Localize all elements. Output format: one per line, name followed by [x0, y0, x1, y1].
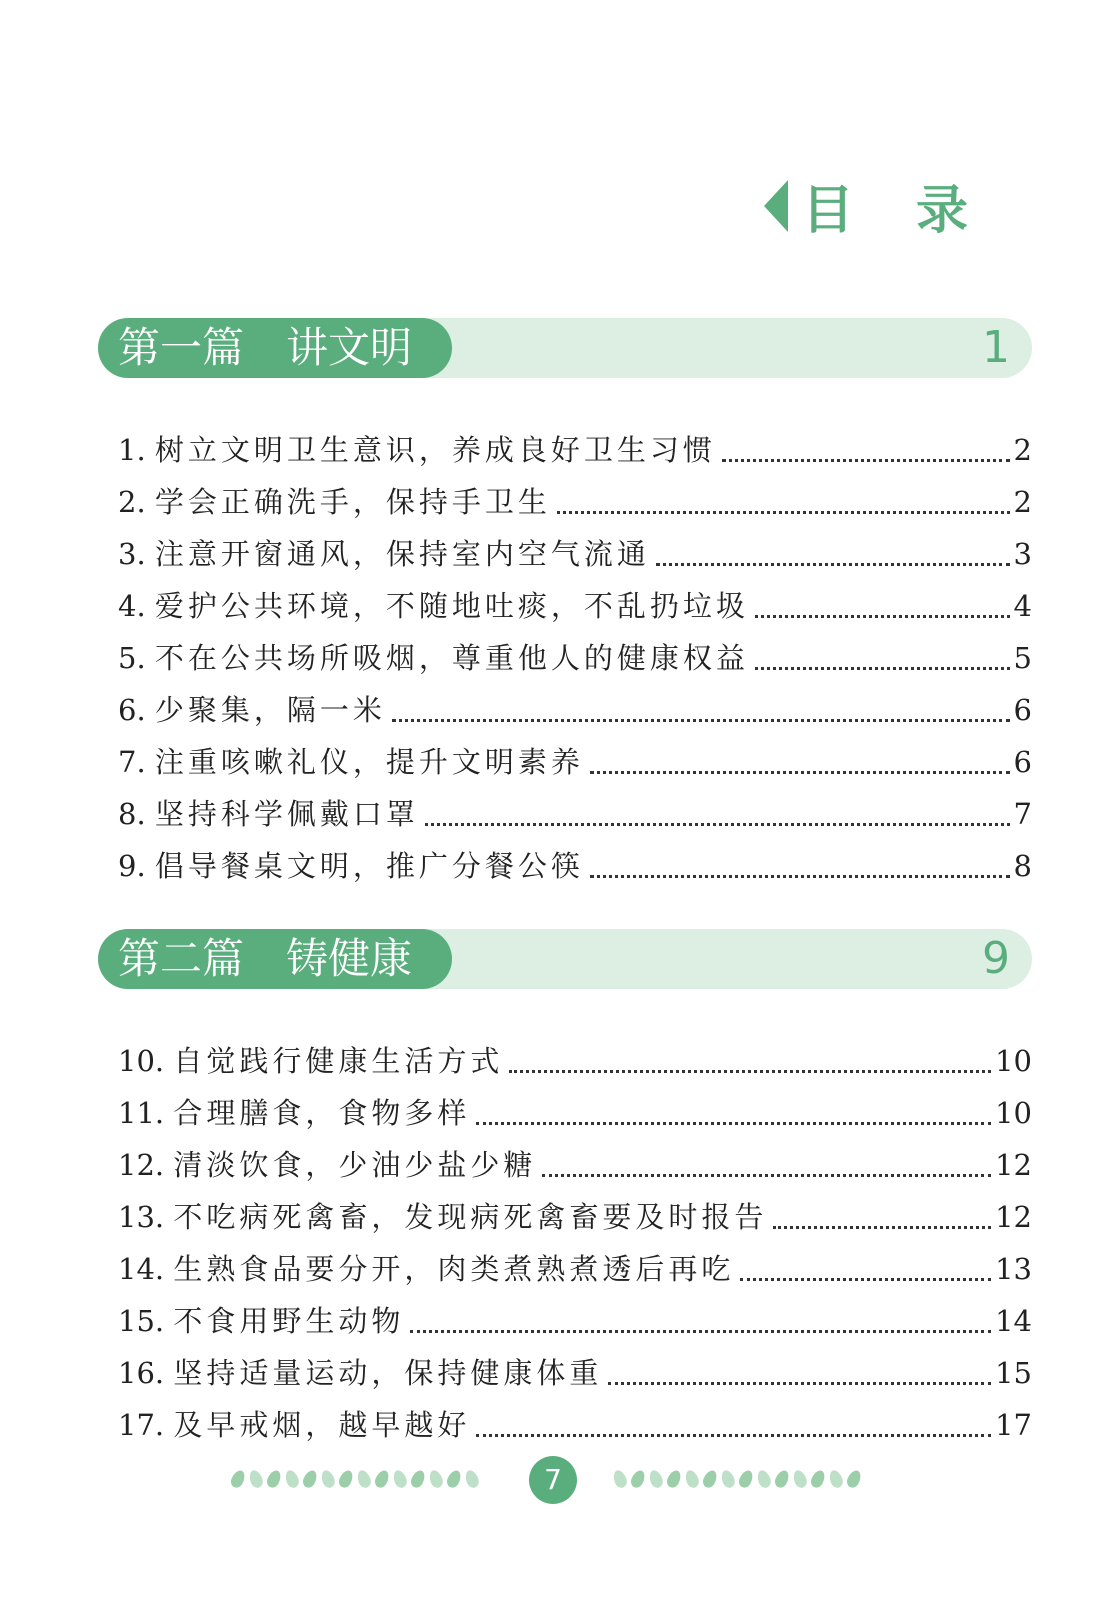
- toc-list: [98, 424, 1032, 892]
- toc-entry[interactable]: [118, 736, 1032, 788]
- entry-title: 及早戒烟，越早越好: [173, 1408, 471, 1442]
- entry-page: 12: [995, 1148, 1032, 1182]
- entry-page: 6: [1013, 745, 1032, 779]
- entry-page: 15: [995, 1356, 1032, 1390]
- entry-page: 12: [995, 1200, 1032, 1234]
- entry-title: 爱护公共环境，不随地吐痰，不乱扔垃圾: [154, 589, 749, 623]
- toc-entry[interactable]: [118, 1399, 1032, 1451]
- section-header-bar: [98, 929, 1032, 989]
- entry-number: 2.: [118, 485, 155, 519]
- entry-page: 10: [995, 1044, 1032, 1078]
- toc-entry[interactable]: [118, 632, 1032, 684]
- entry-title: 生熟食品要分开，肉类煮熟煮透后再吃: [173, 1252, 735, 1286]
- dot-leader: [608, 1382, 991, 1385]
- page-number-badge: 7: [529, 1456, 577, 1504]
- toc-entry[interactable]: [118, 1087, 1032, 1139]
- section-2: [98, 929, 1032, 1451]
- toc-entry[interactable]: [118, 1139, 1032, 1191]
- dot-leader: [722, 459, 1010, 462]
- toc-entry[interactable]: [118, 1295, 1032, 1347]
- entry-page: 5: [1013, 641, 1032, 675]
- entry-title: 树立文明卫生意识，养成良好卫生习惯: [154, 433, 716, 467]
- entry-page: 6: [1013, 693, 1032, 727]
- triangle-marker-icon: [764, 180, 788, 232]
- entry-number: 6.: [118, 693, 155, 727]
- dot-leader: [476, 1434, 991, 1437]
- dot-leader: [656, 563, 1010, 566]
- entry-title: 不食用野生动物: [173, 1304, 405, 1338]
- entry-number: 3.: [118, 537, 155, 571]
- toc-entry[interactable]: [118, 424, 1032, 476]
- entry-number: 9.: [118, 849, 155, 883]
- entry-title: 坚持科学佩戴口罩: [154, 797, 419, 831]
- entry-title: 倡导餐桌文明，推广分餐公筷: [154, 849, 584, 883]
- entry-page: 3: [1013, 537, 1032, 571]
- entry-number: 17.: [118, 1408, 174, 1442]
- toc-entry[interactable]: [118, 1347, 1032, 1399]
- toc-entry[interactable]: [118, 840, 1032, 892]
- dot-leader: [392, 719, 1010, 722]
- entry-title: 自觉践行健康生活方式: [173, 1044, 504, 1078]
- section-page-number: 1: [982, 322, 1010, 373]
- entry-page: 4: [1013, 589, 1032, 623]
- toc-entry[interactable]: [118, 1243, 1032, 1295]
- section-1: [98, 318, 1032, 892]
- toc-entry[interactable]: [118, 1191, 1032, 1243]
- entry-title: 清淡饮食，少油少盐少糖: [173, 1148, 537, 1182]
- toc-entry[interactable]: [118, 788, 1032, 840]
- section-title: 第一篇 讲文明: [98, 318, 452, 378]
- entry-number: 13.: [118, 1200, 174, 1234]
- section-page-number: 9: [982, 933, 1010, 984]
- entry-number: 14.: [118, 1252, 174, 1286]
- dot-leader: [410, 1330, 991, 1333]
- section-title: 第二篇 铸健康: [98, 929, 452, 989]
- entry-title: 合理膳食，食物多样: [173, 1096, 471, 1130]
- toc-entry[interactable]: [118, 684, 1032, 736]
- entry-page: 2: [1013, 485, 1032, 519]
- entry-number: 15.: [118, 1304, 174, 1338]
- entry-title: 坚持适量运动，保持健康体重: [173, 1356, 603, 1390]
- dot-leader: [773, 1226, 991, 1229]
- entry-title: 学会正确洗手，保持手卫生: [154, 485, 551, 519]
- dot-leader: [542, 1174, 991, 1177]
- entry-title: 注意开窗通风，保持室内空气流通: [154, 537, 650, 571]
- entry-page: 13: [995, 1252, 1032, 1286]
- entry-number: 10.: [118, 1044, 174, 1078]
- entry-page: 8: [1013, 849, 1032, 883]
- entry-number: 8.: [118, 797, 155, 831]
- entry-number: 1.: [118, 433, 155, 467]
- entry-number: 16.: [118, 1356, 174, 1390]
- dot-leader: [509, 1070, 991, 1073]
- entry-number: 12.: [118, 1148, 174, 1182]
- entry-page: 10: [995, 1096, 1032, 1130]
- entry-title: 注重咳嗽礼仪，提升文明素养: [154, 745, 584, 779]
- entry-number: 4.: [118, 589, 155, 623]
- entry-number: 7.: [118, 745, 155, 779]
- entry-page: 14: [995, 1304, 1032, 1338]
- dot-leader: [476, 1122, 991, 1125]
- entry-page: 17: [995, 1408, 1032, 1442]
- entry-page: 7: [1013, 797, 1032, 831]
- toc-entry[interactable]: [118, 580, 1032, 632]
- dot-leader: [755, 615, 1010, 618]
- leaf-decoration-right-icon: [614, 1470, 860, 1490]
- page-footer: [0, 1456, 1102, 1504]
- toc-entry[interactable]: [118, 528, 1032, 580]
- entry-title: 不吃病死禽畜，发现病死禽畜要及时报告: [173, 1200, 768, 1234]
- dot-leader: [740, 1278, 991, 1281]
- toc-entry[interactable]: [118, 1035, 1032, 1087]
- entry-page: 2: [1013, 433, 1032, 467]
- entry-title: 少聚集，隔一米: [154, 693, 386, 727]
- toc-entry[interactable]: [118, 476, 1032, 528]
- entry-number: 11.: [118, 1096, 174, 1130]
- section-header-bar: [98, 318, 1032, 378]
- entry-title: 不在公共场所吸烟，尊重他人的健康权益: [154, 641, 749, 675]
- page-title: 目 录: [801, 181, 990, 241]
- toc-heading: [764, 168, 990, 243]
- leaf-decoration-left-icon: [232, 1470, 478, 1490]
- dot-leader: [425, 823, 1010, 826]
- dot-leader: [590, 771, 1010, 774]
- entry-number: 5.: [118, 641, 155, 675]
- dot-leader: [755, 667, 1010, 670]
- dot-leader: [590, 875, 1010, 878]
- dot-leader: [557, 511, 1010, 514]
- toc-list: [98, 1035, 1032, 1451]
